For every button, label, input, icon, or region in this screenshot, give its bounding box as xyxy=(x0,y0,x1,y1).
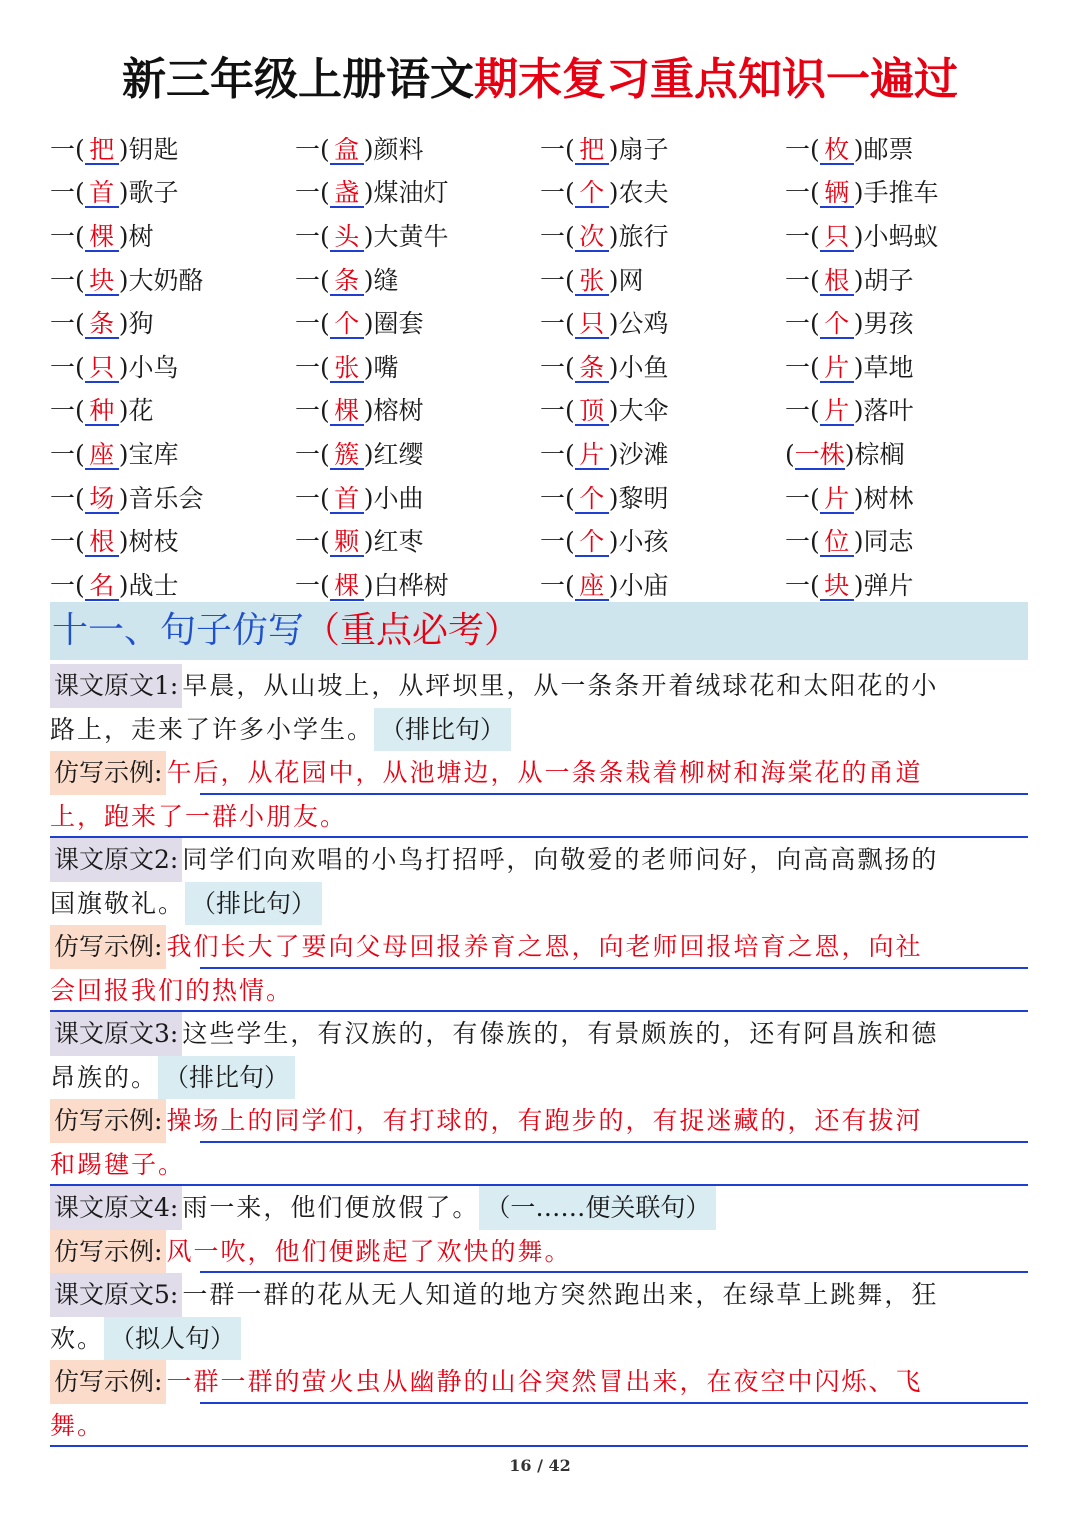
measure-word-item xyxy=(540,527,785,557)
measure-word-noun: )白桦树 xyxy=(363,570,449,600)
measure-word-prefix: 一( xyxy=(540,178,575,208)
measure-word-prefix: 一( xyxy=(50,483,85,513)
measure-word-noun: )弹片 xyxy=(853,570,914,600)
measure-word-answer: 棵 xyxy=(330,573,364,601)
measure-word-answer: 只 xyxy=(85,355,119,383)
measure-word-prefix: 一( xyxy=(295,352,330,382)
title-part-1: 新三年级上册语文 xyxy=(122,54,474,105)
original-text-line xyxy=(50,1012,1030,1056)
example-text: 和踢毽子。 xyxy=(50,1149,186,1179)
measure-word-noun: )树枝 xyxy=(118,527,179,557)
measure-word-answer: 个 xyxy=(575,486,609,514)
measure-word-item xyxy=(785,440,1030,470)
measure-word-item xyxy=(50,135,295,165)
measure-word-answer: 把 xyxy=(575,137,609,165)
original-text: 路上，走来了许多小学生。 xyxy=(50,714,375,744)
measure-word-item xyxy=(50,353,295,383)
measure-word-noun: )小鸟 xyxy=(118,352,179,382)
measure-word-prefix: 一( xyxy=(540,265,575,295)
measure-word-prefix: 一( xyxy=(50,221,85,251)
measure-word-answer: 个 xyxy=(820,311,854,339)
measure-word-item xyxy=(785,222,1030,252)
measure-word-item xyxy=(540,571,785,601)
original-text-line xyxy=(50,708,1030,752)
original-text: 早晨，从山坡上，从坪坝里，从一条条开着绒球花和太阳花的小 xyxy=(182,671,939,700)
measure-word-noun: )小孩 xyxy=(608,527,669,557)
measure-word-answer: 把 xyxy=(85,137,119,165)
section-title-prefix: 十一、句子仿写 xyxy=(52,610,305,651)
measure-word-noun: )黎明 xyxy=(608,483,669,513)
measure-word-grid xyxy=(50,128,1030,608)
measure-word-prefix: 一( xyxy=(50,439,85,469)
measure-word-item xyxy=(50,178,295,208)
measure-word-item xyxy=(785,527,1030,557)
measure-word-prefix: 一( xyxy=(50,352,85,382)
measure-word-item xyxy=(295,222,540,252)
original-text-label: 课文原文5: xyxy=(50,1273,182,1317)
measure-word-noun: )音乐会 xyxy=(118,483,204,513)
measure-word-noun: )大伞 xyxy=(608,396,669,426)
measure-word-prefix: 一( xyxy=(295,483,330,513)
measure-word-prefix: 一( xyxy=(785,570,820,600)
measure-word-noun: )小蚂蚁 xyxy=(853,221,939,251)
sentence-imitation-list xyxy=(50,664,1030,1447)
measure-word-noun: )邮票 xyxy=(853,134,914,164)
measure-word-noun: )战士 xyxy=(118,570,179,600)
original-text: 雨一来，他们便放假了。 xyxy=(182,1193,480,1222)
measure-word-answer: 条 xyxy=(85,311,119,339)
measure-word-noun: )落叶 xyxy=(853,396,914,426)
original-text-label: 课文原文2: xyxy=(50,838,182,882)
original-text-line xyxy=(50,664,1030,708)
measure-word-prefix: 一( xyxy=(50,265,85,295)
measure-word-item xyxy=(540,353,785,383)
measure-word-noun: )大奶酪 xyxy=(118,265,204,295)
measure-word-prefix: 一( xyxy=(540,570,575,600)
example-text: 上，跑来了一群小朋友。 xyxy=(50,801,348,831)
measure-word-prefix: 一( xyxy=(295,396,330,426)
measure-word-item xyxy=(50,266,295,296)
section-title xyxy=(52,604,520,658)
original-text-line xyxy=(50,1186,1030,1230)
measure-word-prefix: 一( xyxy=(785,483,820,513)
measure-word-answer: 一株 xyxy=(794,439,845,469)
measure-word-prefix: 一( xyxy=(50,178,85,208)
measure-word-noun: )男孩 xyxy=(853,309,914,339)
measure-word-row xyxy=(50,259,1030,303)
measure-word-answer: 张 xyxy=(330,355,364,383)
measure-word-item xyxy=(50,440,295,470)
measure-word-row xyxy=(50,520,1030,564)
example-text: 风一吹，他们便跳起了欢快的舞。 xyxy=(166,1236,572,1266)
measure-word-answer: 首 xyxy=(330,486,364,514)
example-label: 仿写示例: xyxy=(50,751,166,795)
measure-word-answer: 枚 xyxy=(820,137,854,165)
measure-word-answer: 首 xyxy=(85,180,119,208)
measure-word-noun: )同志 xyxy=(853,527,914,557)
measure-word-item xyxy=(295,178,540,208)
measure-word-prefix: 一( xyxy=(540,527,575,557)
measure-word-answer: 条 xyxy=(575,355,609,383)
measure-word-answer: 片 xyxy=(820,486,854,514)
measure-word-answer: 颗 xyxy=(330,529,364,557)
measure-word-prefix: 一( xyxy=(295,527,330,557)
measure-word-item xyxy=(50,309,295,339)
measure-word-prefix: 一( xyxy=(785,396,820,426)
measure-word-noun: )大黄牛 xyxy=(363,221,449,251)
measure-word-noun: )小庙 xyxy=(608,570,669,600)
measure-word-item xyxy=(540,178,785,208)
measure-word-item xyxy=(785,353,1030,383)
measure-word-row xyxy=(50,433,1030,477)
measure-word-answer: 片 xyxy=(820,355,854,383)
example-text-line xyxy=(50,1230,1030,1274)
measure-word-answer: 场 xyxy=(85,486,119,514)
example-text: 一群一群的萤火虫从幽静的山谷突然冒出来，在夜空中闪烁、飞 xyxy=(166,1367,923,1396)
original-text-label: 课文原文4: xyxy=(50,1186,182,1230)
measure-word-noun: )狗 xyxy=(118,309,154,339)
measure-word-noun: )树林 xyxy=(853,483,914,513)
example-text-line xyxy=(50,1143,1030,1187)
original-text: 这些学生，有汉族的，有傣族的，有景颇族的，还有阿昌族和德 xyxy=(182,1019,939,1048)
measure-word-item xyxy=(295,571,540,601)
measure-word-prefix: 一( xyxy=(785,527,820,557)
measure-word-answer: 棵 xyxy=(85,224,119,252)
measure-word-prefix: 一( xyxy=(785,309,820,339)
example-text-line xyxy=(50,1360,1030,1404)
measure-word-answer: 根 xyxy=(85,529,119,557)
original-text: 同学们向欢唱的小鸟打招呼，向敬爱的老师问好，向高高飘扬的 xyxy=(182,845,939,874)
measure-word-noun: )棕榈 xyxy=(844,439,905,469)
measure-word-noun: )扇子 xyxy=(608,134,669,164)
measure-word-noun: )小鱼 xyxy=(608,352,669,382)
measure-word-answer: 块 xyxy=(820,573,854,601)
measure-word-answer: 个 xyxy=(330,311,364,339)
measure-word-prefix: 一( xyxy=(295,134,330,164)
measure-word-item xyxy=(295,353,540,383)
measure-word-noun: )公鸡 xyxy=(608,309,669,339)
measure-word-noun: )花 xyxy=(118,396,154,426)
example-label: 仿写示例: xyxy=(50,925,166,969)
measure-word-item xyxy=(540,440,785,470)
measure-word-answer: 次 xyxy=(575,224,609,252)
example-text-line xyxy=(50,1099,1030,1143)
measure-word-prefix: 一( xyxy=(785,265,820,295)
measure-word-answer: 个 xyxy=(575,180,609,208)
measure-word-row xyxy=(50,215,1030,259)
measure-word-item xyxy=(540,266,785,296)
measure-word-noun: )小曲 xyxy=(363,483,424,513)
measure-word-item xyxy=(785,396,1030,426)
example-underline xyxy=(50,1445,1028,1447)
sentence-type-tag: （拟人句） xyxy=(104,1317,241,1361)
measure-word-answer: 盏 xyxy=(330,180,364,208)
measure-word-noun: )红缨 xyxy=(363,439,424,469)
measure-word-noun: )钥匙 xyxy=(118,134,179,164)
example-label: 仿写示例: xyxy=(50,1099,166,1143)
measure-word-item xyxy=(540,484,785,514)
measure-word-item xyxy=(540,222,785,252)
measure-word-answer: 片 xyxy=(820,398,854,426)
measure-word-item xyxy=(540,309,785,339)
example-label: 仿写示例: xyxy=(50,1230,166,1274)
measure-word-answer: 种 xyxy=(85,398,119,426)
example-label: 仿写示例: xyxy=(50,1360,166,1404)
measure-word-prefix: 一( xyxy=(540,221,575,251)
measure-word-noun: )手推车 xyxy=(853,178,939,208)
measure-word-item xyxy=(50,396,295,426)
measure-word-prefix: 一( xyxy=(295,265,330,295)
measure-word-prefix: 一( xyxy=(295,439,330,469)
original-text-line xyxy=(50,1317,1030,1361)
measure-word-item xyxy=(540,396,785,426)
measure-word-answer: 片 xyxy=(575,442,609,470)
measure-word-item xyxy=(295,484,540,514)
measure-word-answer: 张 xyxy=(575,268,609,296)
measure-word-answer: 棵 xyxy=(330,398,364,426)
measure-word-item xyxy=(295,440,540,470)
measure-word-item xyxy=(785,309,1030,339)
measure-word-answer: 座 xyxy=(85,442,119,470)
measure-word-prefix: 一( xyxy=(295,570,330,600)
measure-word-answer: 名 xyxy=(85,573,119,601)
measure-word-item xyxy=(295,527,540,557)
measure-word-prefix: 一( xyxy=(540,352,575,382)
measure-word-answer: 座 xyxy=(575,573,609,601)
sentence-type-tag: （排比句） xyxy=(158,1056,295,1100)
original-text-line xyxy=(50,1273,1030,1317)
measure-word-prefix: 一( xyxy=(295,309,330,339)
original-text: 一群一群的花从无人知道的地方突然跑出来，在绿草上跳舞，狂 xyxy=(182,1280,939,1309)
sentence-type-tag: （排比句） xyxy=(374,708,511,752)
measure-word-row xyxy=(50,128,1030,172)
measure-word-answer: 条 xyxy=(330,268,364,296)
measure-word-item xyxy=(785,135,1030,165)
example-text: 我们长大了要向父母回报养育之恩，向老师回报培育之恩，向社 xyxy=(166,932,923,961)
original-text-label: 课文原文1: xyxy=(50,664,182,708)
measure-word-noun: )旅行 xyxy=(608,221,669,251)
measure-word-noun: )树 xyxy=(118,221,154,251)
measure-word-item xyxy=(785,571,1030,601)
measure-word-noun: )沙滩 xyxy=(608,439,669,469)
measure-word-noun: )煤油灯 xyxy=(363,178,449,208)
example-text: 午后，从花园中，从池塘边，从一条条栽着柳树和海棠花的甬道 xyxy=(166,758,923,787)
measure-word-noun: )红枣 xyxy=(363,527,424,557)
measure-word-prefix: 一( xyxy=(540,439,575,469)
original-text-line xyxy=(50,838,1030,882)
measure-word-row xyxy=(50,477,1030,521)
measure-word-prefix: 一( xyxy=(540,483,575,513)
measure-word-item xyxy=(50,484,295,514)
example-text: 操场上的同学们，有打球的，有跑步的，有捉迷藏的，还有拔河 xyxy=(166,1106,923,1135)
example-text-line xyxy=(50,969,1030,1013)
measure-word-noun: )歌子 xyxy=(118,178,179,208)
measure-word-row xyxy=(50,346,1030,390)
measure-word-noun: )嘴 xyxy=(363,352,399,382)
measure-word-item xyxy=(50,222,295,252)
original-text: 国旗敬礼。 xyxy=(50,888,186,918)
measure-word-item xyxy=(50,571,295,601)
measure-word-prefix: 一( xyxy=(50,527,85,557)
measure-word-answer: 盒 xyxy=(330,137,364,165)
measure-word-answer: 块 xyxy=(85,268,119,296)
measure-word-item xyxy=(50,527,295,557)
measure-word-prefix: 一( xyxy=(295,221,330,251)
section-title-highlight: （重点必考） xyxy=(304,610,521,651)
measure-word-item xyxy=(295,396,540,426)
measure-word-item xyxy=(785,266,1030,296)
measure-word-item xyxy=(785,484,1030,514)
measure-word-prefix: 一( xyxy=(785,221,820,251)
measure-word-noun: )颜料 xyxy=(363,134,424,164)
measure-word-row xyxy=(50,390,1030,434)
measure-word-answer: 簇 xyxy=(330,442,364,470)
measure-word-item xyxy=(295,135,540,165)
measure-word-noun: )网 xyxy=(608,265,644,295)
measure-word-answer: 只 xyxy=(820,224,854,252)
original-text: 昂族的。 xyxy=(50,1062,159,1092)
example-text: 舞。 xyxy=(50,1410,105,1440)
measure-word-answer: 顶 xyxy=(575,398,609,426)
original-text-line xyxy=(50,1056,1030,1100)
measure-word-item xyxy=(295,309,540,339)
measure-word-row xyxy=(50,564,1030,608)
measure-word-item xyxy=(540,135,785,165)
measure-word-prefix: 一( xyxy=(540,134,575,164)
page-title xyxy=(0,52,1080,108)
example-text-line xyxy=(50,1404,1030,1448)
title-part-2: 期末复习重点知识一遍过 xyxy=(474,54,958,105)
original-text-label: 课文原文3: xyxy=(50,1012,182,1056)
measure-word-noun: )宝库 xyxy=(118,439,179,469)
measure-word-answer: 根 xyxy=(820,268,854,296)
measure-word-noun: )榕树 xyxy=(363,396,424,426)
measure-word-prefix: 一( xyxy=(785,178,820,208)
original-text-line xyxy=(50,882,1030,926)
page-number: 16 / 42 xyxy=(509,1456,571,1475)
measure-word-item xyxy=(295,266,540,296)
measure-word-answer: 位 xyxy=(820,529,854,557)
measure-word-answer: 只 xyxy=(575,311,609,339)
measure-word-answer: 头 xyxy=(330,224,364,252)
measure-word-prefix: 一( xyxy=(540,309,575,339)
measure-word-item xyxy=(785,178,1030,208)
measure-word-row xyxy=(50,172,1030,216)
sentence-type-tag: （一……便关联句） xyxy=(479,1186,716,1230)
example-text-line xyxy=(50,925,1030,969)
measure-word-prefix: ( xyxy=(785,439,795,469)
measure-word-answer: 个 xyxy=(575,529,609,557)
measure-word-noun: )胡子 xyxy=(853,265,914,295)
example-text: 会回报我们的热情。 xyxy=(50,975,294,1005)
measure-word-prefix: 一( xyxy=(785,134,820,164)
measure-word-prefix: 一( xyxy=(295,178,330,208)
example-text-line xyxy=(50,751,1030,795)
sentence-type-tag: （排比句） xyxy=(185,882,322,926)
measure-word-noun: )农夫 xyxy=(608,178,669,208)
measure-word-noun: )草地 xyxy=(853,352,914,382)
measure-word-row xyxy=(50,302,1030,346)
measure-word-prefix: 一( xyxy=(50,396,85,426)
example-text-line xyxy=(50,795,1030,839)
measure-word-prefix: 一( xyxy=(50,134,85,164)
measure-word-noun: )圈套 xyxy=(363,309,424,339)
measure-word-prefix: 一( xyxy=(540,396,575,426)
measure-word-prefix: 一( xyxy=(785,352,820,382)
measure-word-answer: 辆 xyxy=(820,180,854,208)
original-text: 欢。 xyxy=(50,1323,105,1353)
measure-word-noun: )缝 xyxy=(363,265,399,295)
measure-word-prefix: 一( xyxy=(50,309,85,339)
measure-word-prefix: 一( xyxy=(50,570,85,600)
